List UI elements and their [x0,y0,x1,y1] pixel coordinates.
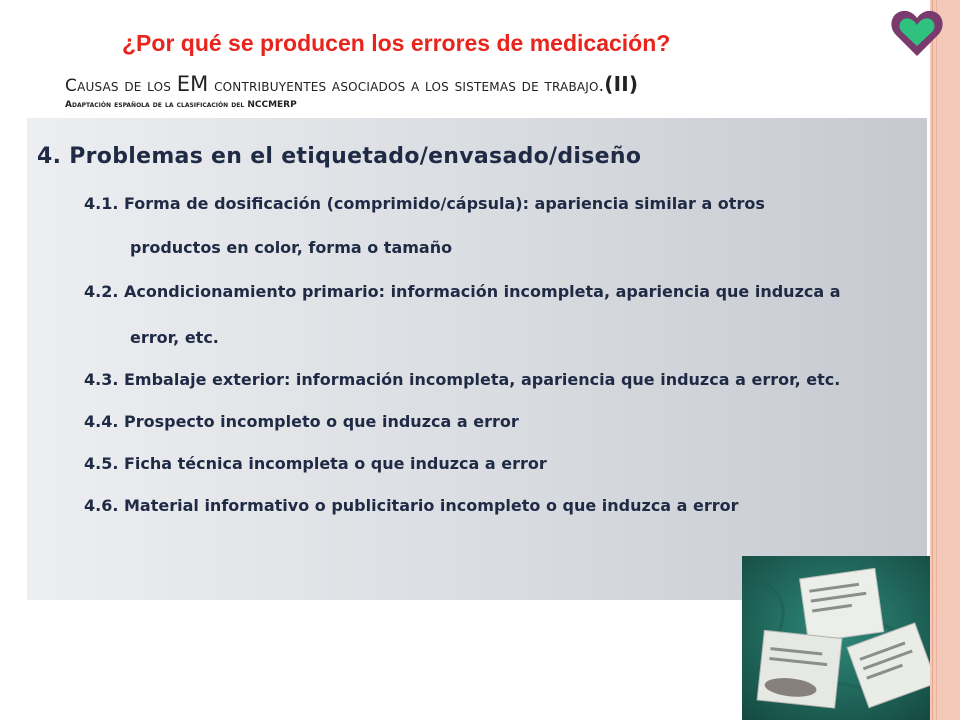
subtitle-mid: contribuyentes asociados a los sistemas de trabajo. [208,76,605,96]
list-item-4-5: 4.5. Ficha técnica incompleta o que induzca a error [84,454,547,473]
subtitle-em: EM [176,72,209,96]
list-item-4-1-continued: productos en color, forma o tamaño [130,238,453,257]
section-heading: 4. Problemas en el etiquetado/envasado/diseño [37,144,642,169]
list-item-4-4: 4.4. Prospecto incompleto o que induzca a error [84,412,519,431]
list-item-4-2-continued: error, etc. [130,328,219,347]
list-item-4-3: 4.3. Embalaje exterior: información incompleta, apariencia que induzca a error, etc. [84,370,841,389]
slide-subtitle [65,72,638,96]
decorative-right-band [930,0,960,720]
subtitle-suffix: (II) [604,72,639,96]
list-item-4-6: 4.6. Material informativo o publicitario incompleto o que induzca a error [84,496,739,515]
list-item-4-1: 4.1. Forma de dosificación (comprimido/cápsula): apariencia similar a otros [84,194,765,213]
medication-sachets-photo [742,556,930,720]
content-box [27,118,927,600]
slide-title: ¿Por qué se producen los errores de medicación? [122,30,671,56]
source-note: Adaptación española de la clasificación del NCCMERP [65,100,297,110]
heart-logo-icon [888,4,946,62]
list-item-4-2: 4.2. Acondicionamiento primario: información incompleta, apariencia que induzca a [84,282,841,301]
subtitle-prefix: Causas de los [65,76,177,96]
